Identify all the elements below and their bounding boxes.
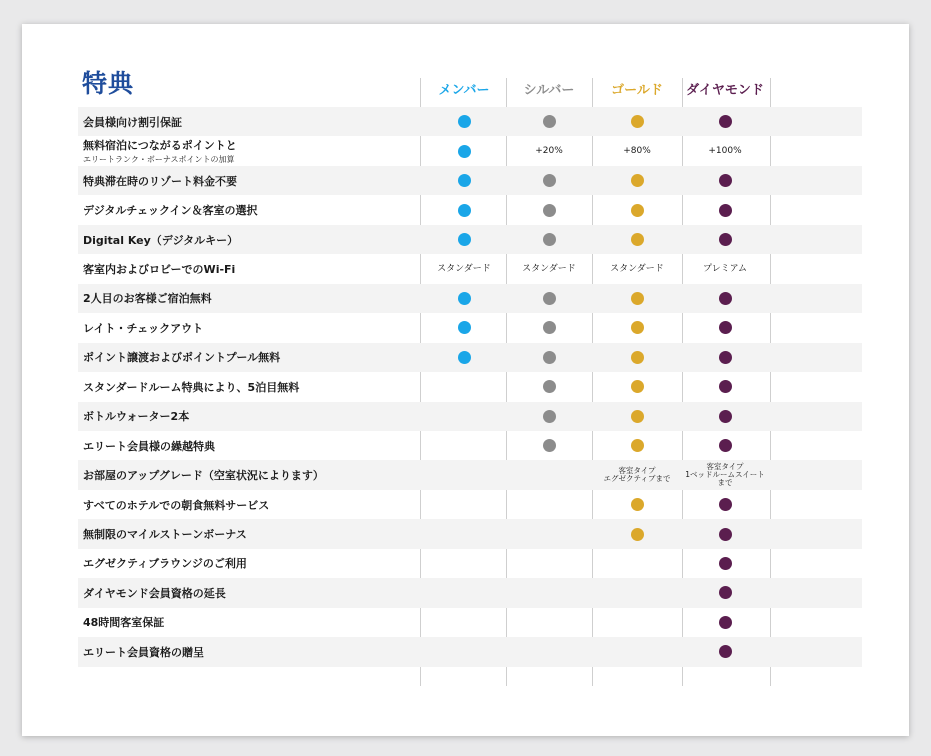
benefit-included-dot-icon: [543, 410, 556, 423]
cell-gold: [594, 578, 680, 607]
benefit-sublabel: エリートランク・ボーナスポイントの加算: [83, 155, 235, 165]
table-row: [78, 136, 862, 165]
cell-gold: [594, 637, 680, 666]
tier-header-diamond: ダイヤモンド: [686, 83, 764, 98]
benefit-label: [83, 402, 189, 431]
cell-gold: [594, 608, 680, 637]
cell-gold: [594, 431, 680, 460]
benefit-included-dot-icon: [543, 321, 556, 334]
benefit-label-text: 48時間客室保証: [83, 616, 165, 630]
benefit-included-dot-icon: [458, 204, 471, 217]
cell-silver: [506, 402, 592, 431]
benefit-label-text: 無制限のマイルストーンボーナス: [83, 528, 247, 542]
cell-member: [421, 608, 507, 637]
benefit-included-dot-icon: [719, 439, 732, 452]
benefit-included-dot-icon: [631, 292, 644, 305]
benefit-included-dot-icon: [543, 115, 556, 128]
benefit-included-dot-icon: [458, 115, 471, 128]
cell-diamond: [682, 372, 768, 401]
benefit-included-dot-icon: [458, 351, 471, 364]
benefit-label: [83, 431, 215, 460]
cell-member: [421, 107, 507, 136]
cell-member: [421, 490, 507, 519]
benefit-label: [83, 136, 237, 165]
benefit-included-dot-icon: [631, 380, 644, 393]
cell-silver: [506, 136, 592, 165]
benefit-label: [83, 637, 204, 666]
cell-gold: [594, 136, 680, 165]
cell-member: [421, 578, 507, 607]
table-row: [78, 313, 862, 342]
table-row: [78, 637, 862, 666]
benefit-included-dot-icon: [631, 174, 644, 187]
benefit-included-dot-icon: [631, 351, 644, 364]
cell-gold: [594, 402, 680, 431]
table-row: [78, 578, 862, 607]
cell-gold: [594, 195, 680, 224]
benefit-label: [83, 166, 237, 195]
cell-diamond: [682, 490, 768, 519]
cell-diamond: [682, 637, 768, 666]
table-row: [78, 254, 862, 283]
cell-diamond: [682, 578, 768, 607]
benefit-label-text: デジタルチェックイン＆客室の選択: [83, 204, 258, 218]
cell-member: [421, 313, 507, 342]
benefit-label: [83, 519, 247, 548]
cell-silver: [506, 460, 592, 489]
cell-text: 客室タイプ エグゼクティブまで: [603, 466, 671, 484]
benefit-label: [83, 608, 164, 637]
cell-member: [421, 195, 507, 224]
table-row: [78, 166, 862, 195]
table-row: [78, 460, 862, 489]
benefit-included-dot-icon: [719, 115, 732, 128]
cell-silver: [506, 490, 592, 519]
cell-member: [421, 136, 507, 165]
cell-silver: [506, 549, 592, 578]
benefit-included-dot-icon: [543, 174, 556, 187]
cell-diamond: [682, 402, 768, 431]
benefit-included-dot-icon: [543, 292, 556, 305]
cell-gold: [594, 107, 680, 136]
tier-header-member: メンバー: [438, 83, 490, 98]
benefit-included-dot-icon: [719, 233, 732, 246]
cell-diamond: [682, 225, 768, 254]
table-row: [78, 549, 862, 578]
cell-text: +100%: [708, 146, 742, 157]
benefit-included-dot-icon: [719, 616, 732, 629]
benefit-label-text: 特典滞在時のリゾート料金不要: [83, 174, 237, 188]
cell-member: [421, 284, 507, 313]
table-row: [78, 372, 862, 401]
table-row: [78, 402, 862, 431]
cell-silver: [506, 166, 592, 195]
benefits-card: [22, 24, 909, 736]
cell-member: [421, 519, 507, 548]
benefit-label-text: エリート会員資格の贈呈: [83, 645, 204, 659]
benefit-included-dot-icon: [719, 380, 732, 393]
cell-diamond: [682, 431, 768, 460]
benefit-included-dot-icon: [631, 115, 644, 128]
table-row: [78, 284, 862, 313]
cell-member: [421, 402, 507, 431]
benefit-included-dot-icon: [719, 174, 732, 187]
cell-text: +80%: [623, 146, 651, 157]
benefit-included-dot-icon: [719, 351, 732, 364]
cell-diamond: [682, 343, 768, 372]
cell-silver: [506, 195, 592, 224]
benefit-label-text: エリート会員様の繰越特典: [83, 439, 215, 453]
benefit-label: [83, 578, 226, 607]
benefit-included-dot-icon: [719, 586, 732, 599]
benefit-label: [83, 284, 212, 313]
cell-diamond: [682, 107, 768, 136]
benefit-included-dot-icon: [631, 439, 644, 452]
cell-text: プレミアム: [702, 263, 747, 274]
cell-member: [421, 431, 507, 460]
cell-silver: [506, 284, 592, 313]
cell-diamond: [682, 313, 768, 342]
cell-diamond: [682, 254, 768, 283]
benefit-label: [83, 490, 269, 519]
benefit-included-dot-icon: [458, 321, 471, 334]
cell-silver: [506, 431, 592, 460]
benefit-included-dot-icon: [719, 321, 732, 334]
cell-text: +20%: [535, 146, 563, 157]
benefit-label: [83, 225, 238, 254]
benefit-label-text: スタンダードルーム特典により、5泊目無料: [83, 380, 300, 394]
cell-silver: [506, 608, 592, 637]
cell-diamond: [682, 460, 768, 489]
benefit-label-text: 無料宿泊につながるポイントと: [83, 139, 237, 153]
cell-silver: [506, 578, 592, 607]
benefit-included-dot-icon: [631, 233, 644, 246]
cell-gold: [594, 519, 680, 548]
table-row: [78, 519, 862, 548]
benefit-label: [83, 195, 257, 224]
benefit-label-text: お部屋のアップグレード（空室状況によります）: [83, 469, 324, 483]
cell-diamond: [682, 136, 768, 165]
cell-member: [421, 254, 507, 283]
cell-silver: [506, 107, 592, 136]
cell-member: [421, 549, 507, 578]
cell-silver: [506, 313, 592, 342]
cell-silver: [506, 225, 592, 254]
cell-silver: [506, 372, 592, 401]
cell-diamond: [682, 608, 768, 637]
cell-member: [421, 460, 507, 489]
table-row: [78, 431, 862, 460]
cell-gold: [594, 225, 680, 254]
cell-gold: [594, 372, 680, 401]
cell-diamond: [682, 166, 768, 195]
cell-member: [421, 637, 507, 666]
table-row: [78, 490, 862, 519]
cell-diamond: [682, 519, 768, 548]
benefit-label: [83, 460, 324, 489]
benefit-label-text: 会員様向け割引保証: [83, 115, 182, 129]
cell-silver: [506, 343, 592, 372]
benefit-included-dot-icon: [719, 498, 732, 511]
benefit-included-dot-icon: [719, 292, 732, 305]
cell-member: [421, 372, 507, 401]
benefit-label-text: ボトルウォーター2本: [83, 410, 190, 424]
cell-gold: [594, 490, 680, 519]
benefit-label: [83, 107, 182, 136]
cell-gold: [594, 460, 680, 489]
cell-silver: [506, 519, 592, 548]
benefit-included-dot-icon: [719, 557, 732, 570]
benefit-label-text: 客室内およびロビーでのWi-Fi: [83, 262, 236, 276]
benefit-included-dot-icon: [458, 233, 471, 246]
cell-diamond: [682, 549, 768, 578]
benefit-label: [83, 549, 247, 578]
table-row: [78, 343, 862, 372]
benefit-included-dot-icon: [719, 528, 732, 541]
benefit-included-dot-icon: [543, 439, 556, 452]
benefit-included-dot-icon: [631, 410, 644, 423]
cell-member: [421, 166, 507, 195]
benefit-included-dot-icon: [719, 410, 732, 423]
benefit-included-dot-icon: [458, 145, 471, 158]
cell-gold: [594, 313, 680, 342]
benefit-included-dot-icon: [631, 498, 644, 511]
table-row: [78, 107, 862, 136]
benefit-included-dot-icon: [543, 204, 556, 217]
cell-diamond: [682, 284, 768, 313]
benefit-label-text: すべてのホテルでの朝食無料サービス: [83, 498, 270, 512]
benefit-label-text: ダイヤモンド会員資格の延長: [83, 586, 226, 600]
page-title: 特典: [82, 69, 135, 98]
benefit-label-text: レイト・チェックアウト: [83, 321, 204, 335]
benefit-label: [83, 313, 203, 342]
cell-gold: [594, 343, 680, 372]
cell-diamond: [682, 195, 768, 224]
cell-gold: [594, 549, 680, 578]
tier-header-gold: ゴールド: [611, 83, 663, 98]
benefit-label-text: エグゼクティブラウンジのご利用: [83, 557, 247, 571]
cell-gold: [594, 254, 680, 283]
cell-text: スタンダード: [437, 263, 491, 274]
benefit-label: [83, 372, 299, 401]
benefit-included-dot-icon: [631, 321, 644, 334]
table-row: [78, 608, 862, 637]
cell-gold: [594, 166, 680, 195]
table-row: [78, 225, 862, 254]
cell-gold: [594, 284, 680, 313]
benefit-included-dot-icon: [719, 645, 732, 658]
tier-header-silver: シルバー: [523, 83, 575, 98]
benefit-included-dot-icon: [719, 204, 732, 217]
benefit-included-dot-icon: [458, 292, 471, 305]
benefit-label-text: Digital Key（デジタルキー）: [83, 233, 239, 247]
cell-silver: [506, 254, 592, 283]
table-row: [78, 195, 862, 224]
benefit-included-dot-icon: [631, 528, 644, 541]
benefit-label-text: 2人目のお客様ご宿泊無料: [83, 292, 212, 306]
benefit-label-text: ポイント譲渡およびポイントプール無料: [83, 351, 281, 365]
benefit-included-dot-icon: [543, 233, 556, 246]
cell-member: [421, 225, 507, 254]
cell-text: スタンダード: [610, 263, 664, 274]
cell-text: 客室タイプ 1ベッドルームスイートまで: [685, 462, 765, 488]
benefit-label: [83, 254, 235, 283]
cell-member: [421, 343, 507, 372]
benefit-included-dot-icon: [543, 380, 556, 393]
benefit-label: [83, 343, 280, 372]
benefit-included-dot-icon: [631, 204, 644, 217]
benefit-included-dot-icon: [543, 351, 556, 364]
benefit-included-dot-icon: [458, 174, 471, 187]
cell-text: スタンダード: [522, 263, 576, 274]
cell-silver: [506, 637, 592, 666]
